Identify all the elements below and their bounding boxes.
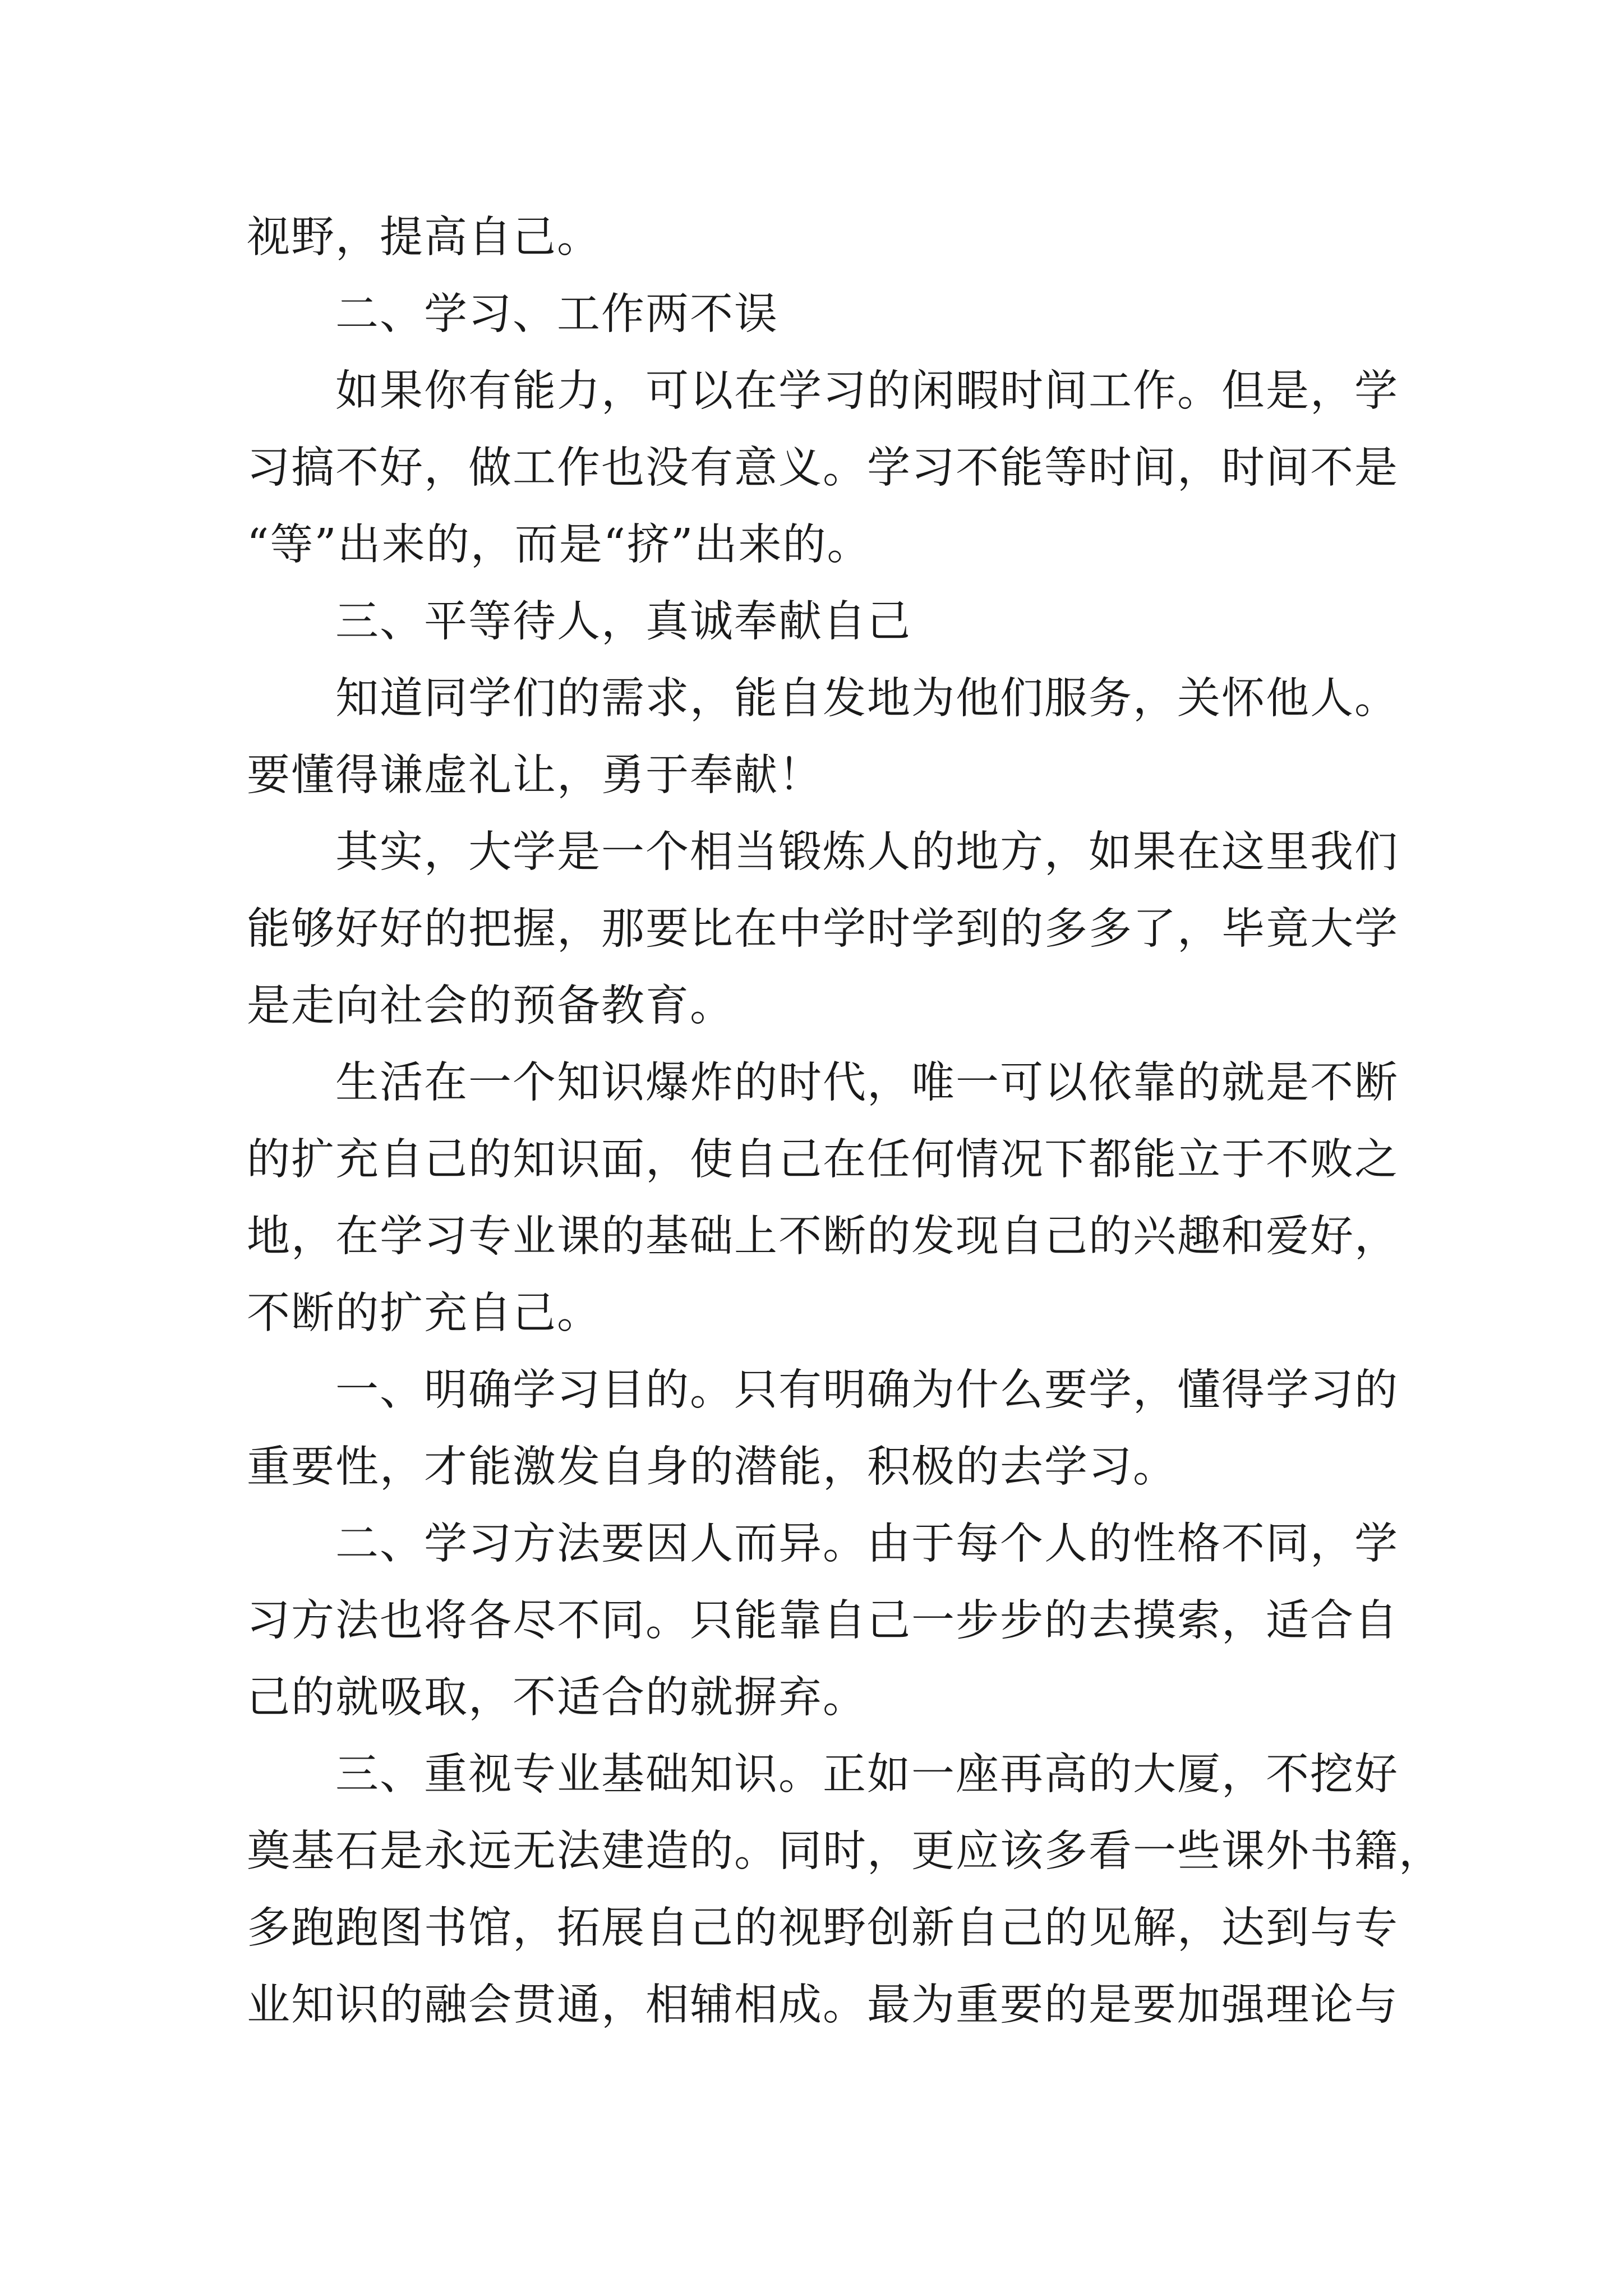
text-line: 业知识的融会贯通，相辅相成。最为重要的是要加强理论与 <box>247 1980 1399 2030</box>
text-line: 奠基石是永远无法建造的。同时，更应该多看一些课外书籍， <box>247 1826 1443 1876</box>
text-line: 习方法也将各尽不同。只能靠自己一步步的去摸索，适合自 <box>247 1596 1399 1646</box>
text-line: 其实，大学是一个相当锻炼人的地方，如果在这里我们 <box>335 827 1399 877</box>
text-line: 三、重视专业基础知识。正如一座再高的大厦，不挖好 <box>335 1750 1399 1800</box>
text-line: 要懂得谦虚礼让，勇于奉献！ <box>247 751 823 800</box>
text-line: 三、平等待人，真诚奉献自己 <box>335 597 911 647</box>
text-line: 一、明确学习目的。只有明确为什么要学，懂得学习的 <box>335 1365 1399 1415</box>
text-line: “等”出来的，而是“挤”出来的。 <box>247 520 872 570</box>
text-line: 二、学习方法要因人而异。由于每个人的性格不同，学 <box>335 1519 1399 1569</box>
text-line: 多跑跑图书馆，拓展自己的视野创新自己的见解，达到与专 <box>247 1903 1399 1953</box>
text-line: 不断的扩充自己。 <box>247 1289 601 1338</box>
text-line: 生活在一个知识爆炸的时代，唯一可以依靠的就是不断 <box>335 1058 1399 1108</box>
text-line: 己的就吸取，不适合的就摒弃。 <box>247 1673 867 1723</box>
text-line: 知道同学们的需求，能自发地为他们服务，关怀他人。 <box>335 674 1399 724</box>
text-line: 是走向社会的预备教育。 <box>247 981 734 1031</box>
text-line: 视野，提高自己。 <box>247 213 601 263</box>
text-line: 地，在学习专业课的基础上不断的发现自己的兴趣和爱好， <box>247 1212 1399 1262</box>
text-line: 能够好好的把握，那要比在中学时学到的多多了，毕竟大学 <box>247 904 1399 954</box>
text-line: 二、学习、工作两不误 <box>335 289 778 339</box>
text-line: 习搞不好，做工作也没有意义。学习不能等时间，时间不是 <box>247 443 1399 493</box>
text-line: 如果你有能力，可以在学习的闲暇时间工作。但是，学 <box>335 366 1399 416</box>
text-line: 重要性，才能激发自身的潜能，积极的去学习。 <box>247 1442 1177 1492</box>
document-body <box>247 199 1443 2044</box>
text-line: 的扩充自己的知识面，使自己在任何情况下都能立于不败之 <box>247 1135 1399 1185</box>
